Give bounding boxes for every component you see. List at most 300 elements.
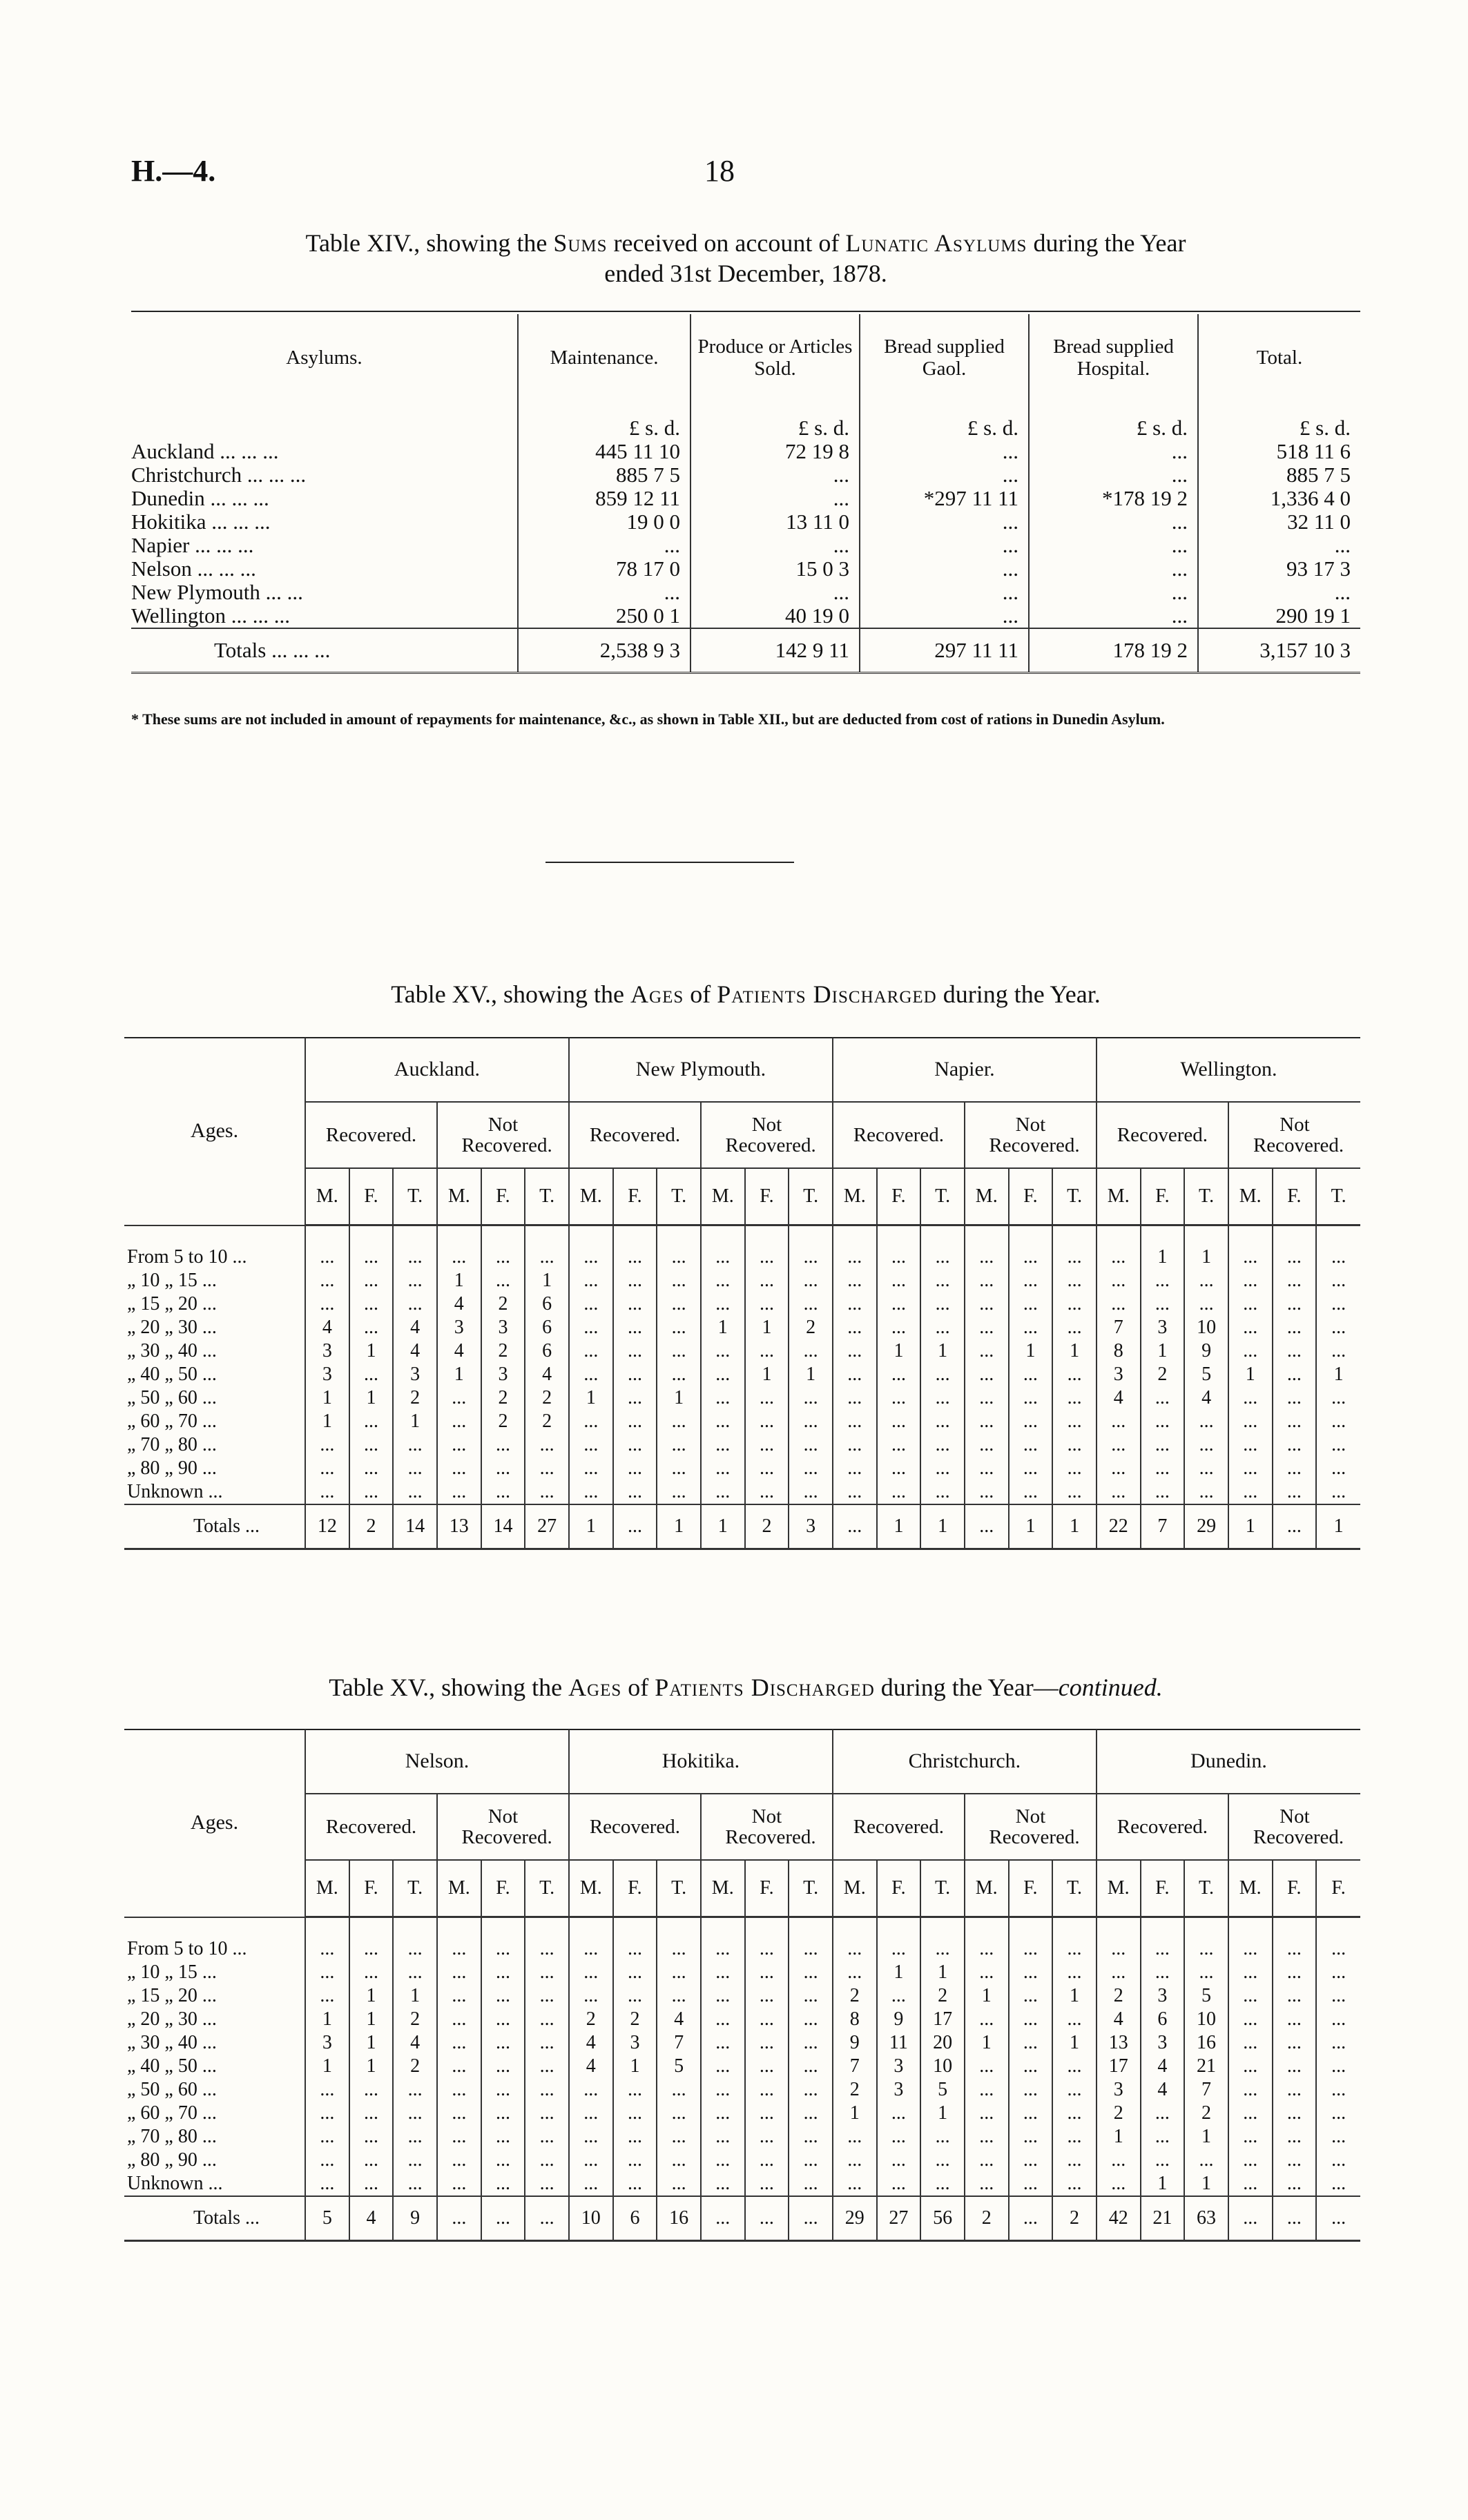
table-cell: ... (745, 1225, 789, 1270)
table14-col-header: Maintenance. (518, 314, 690, 401)
table-cell: ... (613, 1363, 657, 1386)
table-cell: ... (833, 1269, 877, 1292)
table-row (124, 2172, 1360, 2196)
table-cell: ... (1273, 1410, 1317, 1433)
table-cell: ... (789, 2008, 833, 2031)
table-cell: ... (1009, 1225, 1053, 1270)
table-cell: ... (1316, 1386, 1360, 1410)
table-cell: ... (613, 1225, 657, 1270)
table-cell: ... (745, 2102, 789, 2125)
table14-col-header: Bread supplied Hospital. (1029, 314, 1198, 401)
table-cell: ... (1273, 2149, 1317, 2172)
sex-column-header: M. (305, 1168, 349, 1225)
table-cell: ... (745, 2008, 789, 2031)
table-cell: ... (920, 1292, 965, 1316)
table-cell: ... (569, 1225, 613, 1270)
age-range-label: „ 30 „ 40 ... (127, 2032, 217, 2053)
table-cell: ... (481, 1225, 525, 1270)
table-cell: 1 (393, 1984, 437, 2008)
table-row (124, 1269, 1360, 1292)
table-cell: ... (1009, 1433, 1053, 1457)
sex-column-header: T. (920, 1168, 965, 1225)
unit-label: £ s. d. (1198, 401, 1360, 440)
table-cell: ... (525, 1961, 569, 1984)
table-row (124, 1480, 1360, 1504)
table-cell: ... (690, 487, 860, 510)
table-cell: 1 (1228, 1363, 1273, 1386)
table-cell: ... (569, 1339, 613, 1363)
table-cell: ... (437, 2172, 481, 2196)
table-cell: ... (1184, 1917, 1228, 1961)
table-cell: 2 (833, 2078, 877, 2102)
table-cell: ... (305, 1433, 349, 1457)
table-cell: ... (305, 1292, 349, 1316)
table-cell: ... (690, 581, 860, 604)
total-cell: 22 (1097, 1504, 1141, 1549)
table-cell: 7 (833, 2055, 877, 2078)
table-cell: ... (525, 2008, 569, 2031)
table-cell: ... (789, 1269, 833, 1292)
table-cell: ... (393, 2172, 437, 2196)
table-cell: 1 (1141, 1339, 1185, 1363)
table-cell: ... (349, 1480, 394, 1504)
table-cell: ... (1316, 2172, 1360, 2196)
totals-label: Totals ... (124, 2196, 305, 2241)
table-cell: ... (349, 2149, 394, 2172)
table-cell: ... (569, 1984, 613, 2008)
sex-column-header: F. (877, 1860, 921, 1917)
table-cell: ... (789, 1480, 833, 1504)
table-cell: 10 (920, 2055, 965, 2078)
table-cell: ... (437, 2149, 481, 2172)
table-cell: ... (1052, 1386, 1097, 1410)
sex-column-header: F. (1009, 1860, 1053, 1917)
table-cell: 15 0 3 (690, 557, 860, 581)
table15b-title: Table XV., showing the Ages of Patients Discharged during the Year—continued. (329, 1674, 1163, 1701)
table-cell: ... (613, 1457, 657, 1480)
table-row (124, 1917, 1360, 1961)
table-cell: ... (1052, 1292, 1097, 1316)
age-range-label: „ 10 „ 15 ... (127, 1961, 217, 1983)
sex-column-header: T. (789, 1168, 833, 1225)
total-cell: ... (833, 1504, 877, 1549)
table-cell: ... (920, 1386, 965, 1410)
table-row (131, 510, 1360, 534)
recovered-header (569, 1102, 701, 1168)
sex-column-header: F. (613, 1860, 657, 1917)
table-cell: ... (1273, 1269, 1317, 1292)
table-cell: ... (525, 1480, 569, 1504)
table-cell: ... (657, 1984, 701, 2008)
table-cell: ... (877, 1269, 921, 1292)
table-row (124, 1984, 1360, 2008)
table-row (131, 581, 1360, 604)
table-cell: ... (1009, 1457, 1053, 1480)
table-cell: 40 19 0 (690, 604, 860, 628)
sex-column-header: F. (1273, 1168, 1317, 1225)
table-cell: 3 (481, 1316, 525, 1339)
total-cell: 1 (1228, 1504, 1273, 1549)
not-recovered-header (1228, 1794, 1360, 1860)
table-cell: ... (1009, 2055, 1053, 2078)
table-cell: ... (1009, 2008, 1053, 2031)
table-cell: ... (1228, 1917, 1273, 1961)
total-cell: ... (1273, 1504, 1317, 1549)
table-cell: ... (1009, 2078, 1053, 2102)
table-cell: ... (1184, 1410, 1228, 1433)
total-cell: 29 (833, 2196, 877, 2241)
table-cell: ... (920, 1363, 965, 1386)
table-cell: ... (833, 1410, 877, 1433)
table-cell: 1 (1316, 1363, 1360, 1386)
table-cell: ... (613, 1316, 657, 1339)
table-cell: ... (349, 1410, 394, 1433)
table-cell: ... (1029, 557, 1198, 581)
table-cell: ... (613, 1961, 657, 1984)
table-cell: ... (789, 2172, 833, 2196)
table-cell: ... (305, 1480, 349, 1504)
table-row (124, 1292, 1360, 1316)
table-cell: ... (1184, 1433, 1228, 1457)
table-cell: ... (1228, 1984, 1273, 2008)
table-cell: ... (1316, 1410, 1360, 1433)
table-cell: ... (1009, 2149, 1053, 2172)
table14-title: Table XIV., showing the Sums received on account of Lunatic Asylums during the Year ended 31st December, 1878. (305, 229, 1186, 287)
table-cell: 1 (437, 1269, 481, 1292)
table-cell: 4 (1141, 2078, 1185, 2102)
table-cell: ... (1052, 1457, 1097, 1480)
table-cell: ... (877, 2172, 921, 2196)
table-cell: ... (1097, 1225, 1141, 1270)
table-cell: ... (349, 1316, 394, 1339)
sub-header-label: Recovered. (589, 1124, 681, 1146)
table-cell: ... (349, 1292, 394, 1316)
recovered-header (1097, 1102, 1228, 1168)
table-cell: 1 (613, 2055, 657, 2078)
table-cell: ... (789, 1386, 833, 1410)
table-cell: ... (1009, 2125, 1053, 2149)
table-cell: ... (349, 2125, 394, 2149)
table-cell: ... (349, 1917, 394, 1961)
table-cell: ... (1273, 1917, 1317, 1961)
table-cell: ... (1316, 1316, 1360, 1339)
table-cell: ... (1009, 1410, 1053, 1433)
sub-header-label: Not Recovered. (461, 1114, 552, 1156)
table-cell: ... (877, 1480, 921, 1504)
sub-header-label: Not Recovered. (461, 1805, 552, 1848)
totals-row (124, 2196, 1360, 2241)
table-cell: 8 (833, 2008, 877, 2031)
table-cell: ... (833, 2149, 877, 2172)
table-cell: ... (1184, 2149, 1228, 2172)
table-cell: ... (965, 1269, 1009, 1292)
total-cell: 12 (305, 1504, 349, 1549)
table-cell: ... (569, 2078, 613, 2102)
table-cell: 4 (1141, 2055, 1185, 2078)
table-cell: 3 (1141, 1984, 1185, 2008)
table-cell: 2 (481, 1386, 525, 1410)
table-cell: ... (569, 1410, 613, 1433)
sex-column-header: F. (481, 1168, 525, 1225)
sex-column-header: T. (1052, 1860, 1097, 1917)
table-cell: ... (481, 1480, 525, 1504)
table-cell: ... (745, 1457, 789, 1480)
sub-header-label: Not Recovered. (989, 1805, 1080, 1848)
not-recovered-header (965, 1794, 1097, 1860)
table-cell: 4 (569, 2055, 613, 2078)
table-cell: ... (701, 1269, 745, 1292)
table-cell: ... (393, 1269, 437, 1292)
table-cell: ... (1141, 1961, 1185, 1984)
table-cell: 1 (657, 1386, 701, 1410)
table-cell: 1 (1141, 2172, 1185, 2196)
table-cell: 4 (657, 2008, 701, 2031)
table-cell: 5 (657, 2055, 701, 2078)
asylum-name: Hokitika ... ... ... (131, 510, 271, 534)
table-cell: 1 (349, 2008, 394, 2031)
table-cell: ... (1052, 1269, 1097, 1292)
total-cell: ... (525, 2196, 569, 2241)
table-cell: ... (701, 1480, 745, 1504)
table15a (124, 1038, 1360, 1550)
sub-header-label: Not Recovered. (1253, 1114, 1344, 1156)
table-cell: ... (1228, 1269, 1273, 1292)
table-cell: ... (1009, 1480, 1053, 1504)
table-cell: 2 (525, 1410, 569, 1433)
table-cell: 93 17 3 (1198, 557, 1360, 581)
table-cell: ... (657, 1339, 701, 1363)
table-cell: 4 (393, 1339, 437, 1363)
table15a-title: Table XV., showing the Ages of Patients Discharged during the Year. (391, 980, 1101, 1008)
table-cell: ... (1273, 2031, 1317, 2055)
table-cell: ... (877, 1410, 921, 1433)
table-cell: 13 11 0 (690, 510, 860, 534)
sex-column-header: M. (965, 1860, 1009, 1917)
table-cell: ... (613, 1339, 657, 1363)
age-range-label: „ 80 „ 90 ... (127, 2149, 217, 2171)
table-row (131, 557, 1360, 581)
sex-column-header: F. (745, 1168, 789, 1225)
total-cell: 21 (1141, 2196, 1185, 2241)
table-cell: ... (393, 1457, 437, 1480)
asylum-name: Christchurch ... ... ... (131, 463, 307, 487)
table-cell: ... (437, 1433, 481, 1457)
table-cell: ... (1009, 1292, 1053, 1316)
sex-column-header: M. (437, 1168, 481, 1225)
table-cell: ... (481, 2055, 525, 2078)
table-cell: 1 (965, 2031, 1009, 2055)
totals-row (124, 1504, 1360, 1549)
total-cell: 9 (393, 2196, 437, 2241)
not-recovered-header (437, 1794, 569, 1860)
table-cell: ... (1273, 1984, 1317, 2008)
table-cell: 11 (877, 2031, 921, 2055)
table-cell: 1 (1184, 2172, 1228, 2196)
table-cell: ... (481, 1984, 525, 2008)
table-cell: 2 (481, 1292, 525, 1316)
table-cell: 1 (1009, 1339, 1053, 1363)
table-cell: ... (437, 1386, 481, 1410)
table-cell: 2 (393, 2055, 437, 2078)
total-cell: ... (481, 2196, 525, 2241)
table-cell: ... (437, 1225, 481, 1270)
table-cell: ... (1316, 1433, 1360, 1457)
table-cell: ... (1097, 1457, 1141, 1480)
table-cell: ... (525, 2102, 569, 2125)
table-cell: ... (1273, 1480, 1317, 1504)
age-range-label: „ 70 „ 80 ... (127, 2126, 217, 2147)
table-cell: 32 11 0 (1198, 510, 1360, 534)
table-cell: ... (518, 534, 690, 557)
table-cell: ... (745, 2125, 789, 2149)
table-cell: ... (1009, 1363, 1053, 1386)
total-cell: 2 (745, 1504, 789, 1549)
table-cell: ... (305, 2102, 349, 2125)
table-cell: ... (657, 1457, 701, 1480)
table-cell: ... (1097, 2149, 1141, 2172)
table-cell: ... (1029, 440, 1198, 463)
table-cell: 2 (1184, 2102, 1228, 2125)
table-cell: ... (1228, 1410, 1273, 1433)
table-cell: ... (745, 1410, 789, 1433)
table-cell: ... (877, 1386, 921, 1410)
table-cell: ... (437, 1961, 481, 1984)
total-cell: 5 (305, 2196, 349, 2241)
table-cell: ... (877, 1433, 921, 1457)
table-cell: ... (745, 1917, 789, 1961)
table-cell: ... (965, 1917, 1009, 1961)
table-cell: ... (1228, 1961, 1273, 1984)
table-cell: ... (1097, 1917, 1141, 1961)
total-cell: ... (789, 2196, 833, 2241)
sex-column-header: M. (1228, 1860, 1273, 1917)
recovered-header (833, 1102, 965, 1168)
table-cell: ... (877, 1984, 921, 2008)
table-cell: ... (1228, 2055, 1273, 2078)
table-cell: 21 (1184, 2055, 1228, 2078)
table-cell: ... (1273, 2102, 1317, 2125)
table-cell: ... (745, 2031, 789, 2055)
sex-column-header: T. (393, 1860, 437, 1917)
table-cell: ... (860, 510, 1029, 534)
sub-header-label: Recovered. (325, 1124, 417, 1146)
table-cell: ... (1184, 1480, 1228, 1504)
sex-column-header: F. (1316, 1860, 1360, 1917)
sex-column-header: T. (393, 1168, 437, 1225)
table-cell: ... (1052, 1316, 1097, 1339)
table-cell: ... (789, 1339, 833, 1363)
table-cell: ... (657, 1292, 701, 1316)
totals-row (131, 628, 1360, 673)
recovered-header (569, 1794, 701, 1860)
table14-footnote: * These sums are not included in amount of repayments for maintenance, &c., as shown in Table XII., but are deducted from cost of rations in Dunedin Asylum. (131, 710, 1165, 728)
table-cell: 1 (701, 1316, 745, 1339)
table-cell: ... (701, 2078, 745, 2102)
table-cell: ... (657, 1363, 701, 1386)
table-cell: 2 (1097, 1984, 1141, 2008)
table-cell: 1 (305, 1386, 349, 1410)
table-cell: ... (1198, 534, 1360, 557)
table-cell: ... (877, 2149, 921, 2172)
total-cell: 1 (877, 1504, 921, 1549)
age-range-label: „ 10 „ 15 ... (127, 1270, 217, 1291)
age-range-label: Unknown ... (127, 1481, 223, 1502)
table-cell: ... (1228, 1480, 1273, 1504)
asylum-name: Dunedin ... ... ... (131, 486, 269, 510)
table-cell: ... (349, 1225, 394, 1270)
table-row (124, 1457, 1360, 1480)
sub-header-label: Recovered. (1117, 1124, 1208, 1146)
table-cell: ... (1141, 1433, 1185, 1457)
table-cell: 885 7 5 (518, 463, 690, 487)
table-cell: 3 (1097, 2078, 1141, 2102)
table-cell: ... (701, 2125, 745, 2149)
table-cell: ... (1273, 2008, 1317, 2031)
table-cell: ... (1141, 1386, 1185, 1410)
total-cell: 42 (1097, 2196, 1141, 2241)
table-cell: ... (1029, 604, 1198, 628)
table15b (124, 1729, 1360, 2242)
sex-column-header: T. (657, 1860, 701, 1917)
table-cell: ... (657, 1961, 701, 1984)
table-cell: ... (657, 1316, 701, 1339)
table-cell: ... (1228, 2125, 1273, 2149)
table-cell: ... (1228, 1433, 1273, 1457)
total-cell: 1 (701, 1504, 745, 1549)
table-cell: ... (1029, 463, 1198, 487)
table-cell: ... (877, 1917, 921, 1961)
table-cell: ... (965, 2055, 1009, 2078)
table-cell: 9 (833, 2031, 877, 2055)
table-cell: ... (569, 1363, 613, 1386)
table-cell: ... (789, 1433, 833, 1457)
sex-column-header: M. (701, 1860, 745, 1917)
table-cell: ... (745, 1269, 789, 1292)
table-cell: ... (877, 1457, 921, 1480)
table-row (131, 487, 1360, 510)
table-cell: ... (1316, 1225, 1360, 1270)
table-cell: 2 (393, 1386, 437, 1410)
age-range-label: „ 40 „ 50 ... (127, 2055, 217, 2077)
age-range-label: From 5 to 10 ... (127, 1937, 247, 1959)
table-cell: 1 (349, 1984, 394, 2008)
table-cell: ... (305, 1917, 349, 1961)
table-cell: ... (657, 2102, 701, 2125)
table-cell: ... (525, 2149, 569, 2172)
table-cell: ... (833, 1917, 877, 1961)
table-cell: ... (657, 1269, 701, 1292)
table-cell: ... (569, 1961, 613, 1984)
table-row (131, 604, 1360, 628)
table-cell: ... (305, 2125, 349, 2149)
table-cell: 3 (877, 2055, 921, 2078)
not-recovered-header (1228, 1102, 1360, 1168)
age-range-label: „ 50 „ 60 ... (127, 1387, 217, 1408)
table-cell: 1 (1052, 1339, 1097, 1363)
table-cell: 1 (349, 1339, 394, 1363)
table-cell: ... (833, 1316, 877, 1339)
unit-label: £ s. d. (1029, 401, 1198, 440)
table-cell: ... (745, 2078, 789, 2102)
table-cell: ... (1273, 2055, 1317, 2078)
table-cell: ... (1009, 2102, 1053, 2125)
table-cell: ... (833, 1292, 877, 1316)
total-cell: 2,538 9 3 (518, 628, 690, 673)
table-row (124, 1961, 1360, 1984)
table-cell: 1 (305, 1410, 349, 1433)
table-cell: ... (1228, 2149, 1273, 2172)
table-cell: ... (613, 2125, 657, 2149)
